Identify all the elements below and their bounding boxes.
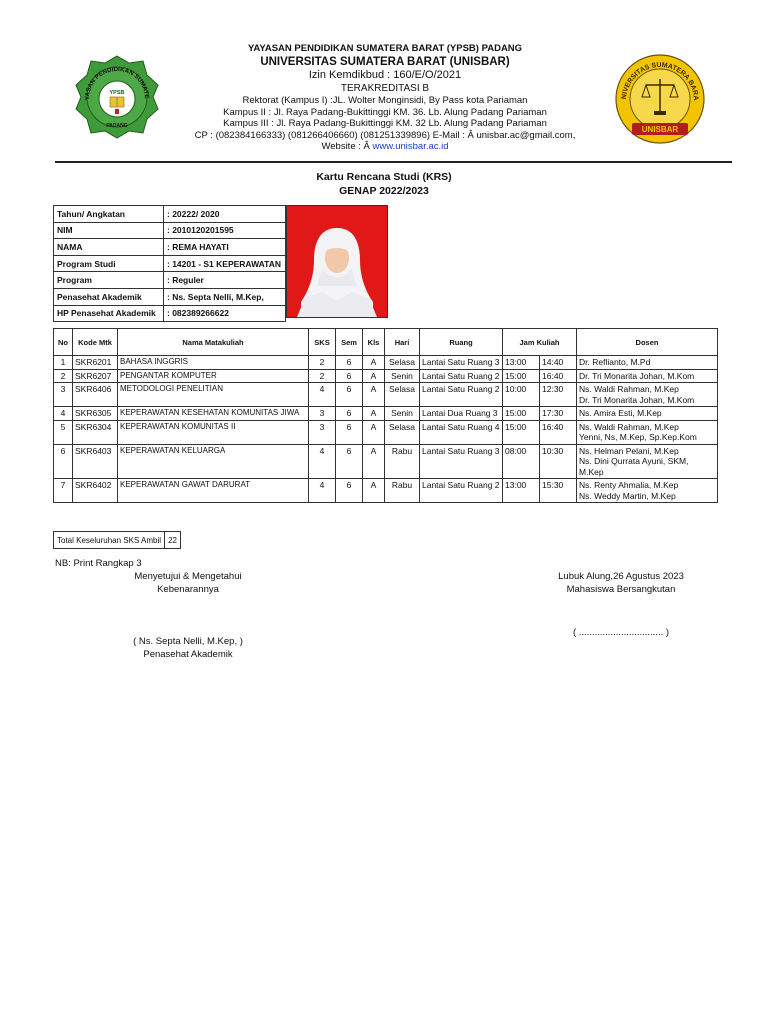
cell-hari: Selasa — [385, 356, 420, 370]
cell-no: 6 — [54, 444, 73, 479]
cell-sks: 2 — [309, 356, 336, 370]
website-link[interactable]: www.unisbar.ac.id — [372, 141, 449, 152]
cell-no: 5 — [54, 420, 73, 444]
table-row — [54, 407, 718, 421]
cell-nama: KEPERAWATAN KESEHATAN KOMUNITAS JIWA — [118, 407, 309, 421]
info-label: Program — [54, 272, 164, 289]
cell-sem: 6 — [336, 444, 363, 479]
ypsb-logo-center-text: YPSB — [109, 90, 125, 96]
student-info-row — [54, 239, 286, 256]
semester-title: GENAP 2022/2023 — [339, 185, 429, 197]
cell-kode: SKR6402 — [73, 479, 118, 503]
address-kampus-3: Kampus III : Jl. Raya Padang-Bukittinggi KM. 32 Lb. Alung Padang Pariaman — [223, 118, 547, 129]
info-label: Tahun/ Angkatan — [54, 206, 164, 223]
letterhead — [130, 43, 640, 153]
cell-nama: KEPERAWATAN GAWAT DARURAT — [118, 479, 309, 503]
cell-kode: SKR6207 — [73, 369, 118, 383]
cell-kls: A — [363, 420, 385, 444]
cell-sem: 6 — [336, 420, 363, 444]
cell-jam-mulai: 10:00 — [503, 383, 540, 407]
cell-kls: A — [363, 479, 385, 503]
cell-kls: A — [363, 407, 385, 421]
cell-ruang: Lantai Satu Ruang 3 — [420, 444, 503, 479]
table-row — [54, 356, 718, 370]
col-nama: Nama Matakuliah — [118, 329, 309, 356]
cell-dosen: Dr. Tri Monarita Johan, M.Kom — [577, 369, 718, 383]
advisor-name: ( Ns. Septa Nelli, M.Kep, ) — [133, 636, 243, 647]
accreditation: TERAKREDITASI B — [340, 83, 430, 94]
ypsb-logo-top-text: YASAN PENDIDIKAN SUMATE — [83, 65, 151, 101]
cell-sks: 3 — [309, 407, 336, 421]
cell-sks: 4 — [309, 479, 336, 503]
col-sks: SKS — [309, 329, 336, 356]
col-no: No — [54, 329, 73, 356]
approval-line-2: Kebenarannya — [157, 584, 219, 595]
place-date: Lubuk Alung,26 Agustus 2023 — [558, 571, 684, 582]
cell-ruang: Lantai Satu Ruang 3 — [420, 356, 503, 370]
ypsb-logo-bottom-text: PADANG — [106, 123, 128, 129]
cell-dosen: Ns. Waldi Rahman, M.Kep Dr. Tri Monarita Johan, M.Kom — [577, 383, 718, 407]
cell-no: 3 — [54, 383, 73, 407]
address-rektorat: Rektorat (Kampus I) :JL. Wolter Monginsidi, By Pass kota Pariaman — [242, 95, 528, 106]
cell-kode: SKR6201 — [73, 356, 118, 370]
cell-sks: 4 — [309, 383, 336, 407]
info-label: Program Studi — [54, 255, 164, 272]
student-signature-line: ( ................................ ) — [572, 627, 670, 638]
cell-nama: BAHASA INGGRIS — [118, 356, 309, 370]
cell-jam-selesai: 16:40 — [540, 369, 577, 383]
cell-jam-mulai: 15:00 — [503, 420, 540, 444]
cell-jam-selesai: 16:40 — [540, 420, 577, 444]
cell-sks: 4 — [309, 444, 336, 479]
cell-hari: Rabu — [385, 444, 420, 479]
table-row — [54, 383, 718, 407]
cell-hari: Selasa — [385, 383, 420, 407]
cell-jam-selesai: 17:30 — [540, 407, 577, 421]
info-value: : Reguler — [164, 272, 286, 289]
cell-nama: KEPERAWATAN KELUARGA — [118, 444, 309, 479]
cell-kls: A — [363, 383, 385, 407]
cell-no: 7 — [54, 479, 73, 503]
cell-ruang: Lantai Satu Ruang 2 — [420, 479, 503, 503]
approval-line-1: Menyetujui & Mengetahui — [134, 571, 242, 582]
student-info-row — [54, 305, 286, 322]
print-note: NB: Print Rangkap 3 — [55, 558, 142, 569]
cell-kode: SKR6304 — [73, 420, 118, 444]
cell-dosen: Ns. Renty Ahmalia, M.Kep Ns. Weddy Martin, M.Kep — [577, 479, 718, 503]
student-info-row — [54, 206, 286, 223]
document-title: Kartu Rencana Studi (KRS) — [316, 171, 452, 183]
info-value: : Ns. Septa Nelli, M.Kep, — [164, 288, 286, 305]
total-sks-table — [53, 531, 181, 549]
cell-kode: SKR6305 — [73, 407, 118, 421]
cell-kode: SKR6406 — [73, 383, 118, 407]
cell-jam-selesai: 14:40 — [540, 356, 577, 370]
info-label: HP Penasehat Akademik — [54, 305, 164, 322]
info-value: : REMA HAYATI — [164, 239, 286, 256]
cell-ruang: Lantai Satu Ruang 2 — [420, 369, 503, 383]
cell-no: 1 — [54, 356, 73, 370]
cell-jam-selesai: 15:30 — [540, 479, 577, 503]
student-photo — [286, 205, 388, 318]
cell-sem: 6 — [336, 383, 363, 407]
unisbar-logo-banner-text: UNISBAR — [641, 125, 679, 134]
student-info-row — [54, 272, 286, 289]
cell-ruang: Lantai Dua Ruang 3 — [420, 407, 503, 421]
col-dosen: Dosen — [577, 329, 718, 356]
info-value: : 20222/ 2020 — [164, 206, 286, 223]
table-row — [54, 479, 718, 503]
cell-jam-mulai: 13:00 — [503, 479, 540, 503]
header-divider — [55, 161, 732, 163]
cell-kls: A — [363, 356, 385, 370]
cell-kls: A — [363, 369, 385, 383]
cell-ruang: Lantai Satu Ruang 4 — [420, 420, 503, 444]
cell-nama: METODOLOGI PENELITIAN — [118, 383, 309, 407]
foundation-name: YAYASAN PENDIDIKAN SUMATERA BARAT (YPSB) PADANG — [247, 43, 523, 54]
table-row — [54, 369, 718, 383]
info-label: NAMA — [54, 239, 164, 256]
cell-hari: Senin — [385, 369, 420, 383]
cell-jam-mulai: 15:00 — [503, 407, 540, 421]
unisbar-logo-ring-text: NIVERSITAS SUMATERA BARA — [620, 61, 700, 101]
cell-no: 4 — [54, 407, 73, 421]
cell-hari: Selasa — [385, 420, 420, 444]
table-row — [54, 420, 718, 444]
cell-kls: A — [363, 444, 385, 479]
cell-dosen: Ns. Helman Pelani, M.Kep Ns. Dini Qurrata Ayuni, SKM, M.Kep — [577, 444, 718, 479]
cell-no: 2 — [54, 369, 73, 383]
cell-jam-selesai: 10:30 — [540, 444, 577, 479]
cell-ruang: Lantai Satu Ruang 2 — [420, 383, 503, 407]
contact-info: CP : (082384166333) (081266406660) (081251339896) E-Mail : Â unisbar.ac@gmail.com, — [194, 129, 576, 141]
info-value: : 14201 - S1 KEPERAWATAN — [164, 255, 286, 272]
info-value: : 2010120201595 — [164, 222, 286, 239]
address-kampus-2: Kampus II : Jl. Raya Padang-Bukittinggi KM. 36. Lb. Alung Padang Pariaman — [223, 106, 547, 118]
cell-kode: SKR6403 — [73, 444, 118, 479]
student-info-row — [54, 255, 286, 272]
info-value: : 082389266622 — [164, 305, 286, 322]
cell-nama: PENGANTAR KOMPUTER — [118, 369, 309, 383]
cell-nama: KEPERAWATAN KOMUNITAS II — [118, 420, 309, 444]
course-table-header — [54, 329, 718, 356]
col-jam: Jam Kuliah — [503, 329, 577, 356]
cell-sem: 6 — [336, 369, 363, 383]
col-hari: Hari — [385, 329, 420, 356]
university-name: UNIVERSITAS SUMATERA BARAT (UNISBAR) — [260, 56, 510, 68]
total-sks-value: 22 — [165, 532, 181, 549]
cell-dosen: Dr. Reflianto, M.Pd — [577, 356, 718, 370]
student-role: Mahasiswa Bersangkutan — [566, 584, 676, 595]
website-prefix: Website : Â — [321, 141, 373, 152]
col-kls: Kls — [363, 329, 385, 356]
cell-sem: 6 — [336, 356, 363, 370]
col-kode: Kode Mtk — [73, 329, 118, 356]
cell-jam-selesai: 12:30 — [540, 383, 577, 407]
advisor-role: Penasehat Akademik — [143, 649, 233, 660]
student-info-row — [54, 222, 286, 239]
cell-jam-mulai: 08:00 — [503, 444, 540, 479]
course-table — [53, 328, 718, 503]
website-line — [130, 141, 640, 153]
cell-sks: 2 — [309, 369, 336, 383]
student-info-row — [54, 288, 286, 305]
student-info-table — [53, 205, 286, 322]
col-sem: Sem — [336, 329, 363, 356]
info-label: NIM — [54, 222, 164, 239]
permit-number: Izin Kemdikbud : 160/E/O/2021 — [308, 69, 462, 81]
cell-dosen: Ns. Amira Esti, M.Kep — [577, 407, 718, 421]
total-sks-label: Total Keseluruhan SKS Ambil — [54, 532, 165, 549]
cell-sks: 3 — [309, 420, 336, 444]
cell-sem: 6 — [336, 479, 363, 503]
cell-dosen: Ns. Waldi Rahman, M.Kep Yenni, Ns, M.Kep, Sp.Kep.Kom — [577, 420, 718, 444]
cell-hari: Rabu — [385, 479, 420, 503]
cell-jam-mulai: 13:00 — [503, 356, 540, 370]
cell-sem: 6 — [336, 407, 363, 421]
info-label: Penasehat Akademik — [54, 288, 164, 305]
col-ruang: Ruang — [420, 329, 503, 356]
cell-hari: Senin — [385, 407, 420, 421]
table-row — [54, 444, 718, 479]
cell-jam-mulai: 15:00 — [503, 369, 540, 383]
